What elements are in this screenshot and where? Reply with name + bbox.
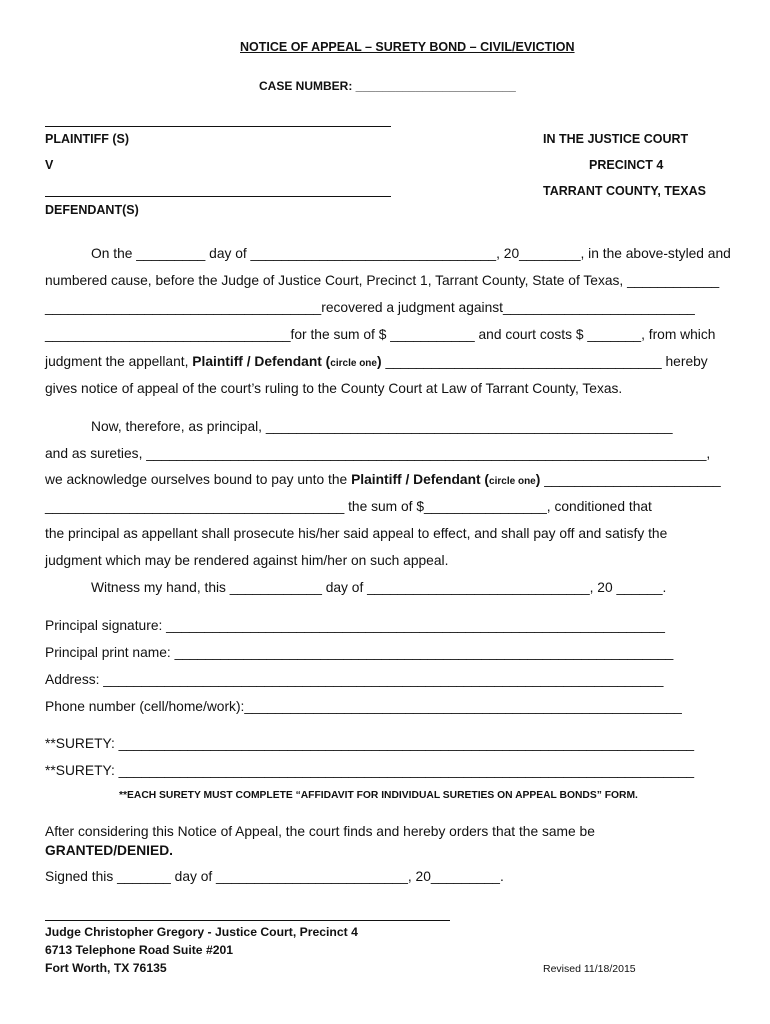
order-line1: After considering this Notice of Appeal, the court finds and hereby orders that the same be bbox=[45, 824, 595, 839]
party-choice-2-close: ) bbox=[535, 472, 541, 487]
surety2-field[interactable]: **SURETY: ___________________________________________________________________________ bbox=[45, 763, 695, 778]
defendant-line[interactable] bbox=[45, 196, 391, 197]
para1-line1: On the _________ day of ________________________________, 20________, in the above-styled and bbox=[91, 246, 731, 261]
principal-signature-field[interactable]: Principal signature: _________________________________________________________________ bbox=[45, 618, 665, 633]
circle-one-note-2: circle one bbox=[489, 476, 536, 487]
appellant-blank[interactable]: ____________________________________ hereby bbox=[385, 354, 708, 369]
judge-signature-line[interactable] bbox=[45, 920, 450, 921]
para2-line5: the principal as appellant shall prosecute his/her said appeal to effect, and shall pay off and satisfy the bbox=[45, 526, 668, 541]
payee-blank[interactable]: _______________________ bbox=[544, 472, 721, 487]
party-choice-close: ) bbox=[376, 354, 382, 369]
party-choice-2[interactable] bbox=[351, 472, 540, 487]
bound-text: we acknowledge ourselves bound to pay unto the bbox=[45, 472, 348, 487]
revised-date: Revised 11/18/2015 bbox=[543, 963, 636, 975]
para2-line2: and as sureties, _________________________________________________________________________, bbox=[45, 446, 711, 461]
surety1-field[interactable]: **SURETY: ___________________________________________________________________________ bbox=[45, 736, 695, 751]
versus-label: V bbox=[45, 158, 54, 172]
witness-line: Witness my hand, this ____________ day of _____________________________, 20 ______. bbox=[91, 580, 667, 595]
plaintiff-label: PLAINTIFF (S) bbox=[45, 132, 130, 146]
para2-line6: judgment which may be rendered against him/her on such appeal. bbox=[45, 553, 449, 568]
signed-line[interactable]: Signed this _______ day of _________________________, 20_________. bbox=[45, 869, 504, 884]
phone-field[interactable]: Phone number (cell/home/work):_________________________________________________________ bbox=[45, 699, 682, 714]
form-title: NOTICE OF APPEAL – SURETY BOND – CIVIL/EVICTION bbox=[240, 40, 575, 54]
para2-line3 bbox=[45, 472, 721, 487]
surety-note: **EACH SURETY MUST COMPLETE “AFFIDAVIT FOR INDIVIDUAL SURETIES ON APPEAL BONDS” FORM. bbox=[119, 790, 638, 801]
para1-line5 bbox=[45, 354, 708, 369]
judge-address1: 6713 Telephone Road Suite #201 bbox=[45, 943, 234, 957]
precinct-label: PRECINCT 4 bbox=[589, 158, 664, 172]
para1-line4: ________________________________for the sum of $ ___________ and court costs $ _______, from which bbox=[45, 327, 716, 342]
appellant-text: judgment the appellant, bbox=[45, 354, 189, 369]
circle-one-note: circle one bbox=[330, 358, 377, 369]
party-choice-2-label: Plaintiff / Defendant ( bbox=[351, 472, 490, 487]
party-choice-label: Plaintiff / Defendant ( bbox=[192, 354, 331, 369]
para1-line2: numbered cause, before the Judge of Justice Court, Precinct 1, Tarrant County, State of Texas, ____________ bbox=[45, 273, 720, 288]
plaintiff-line[interactable] bbox=[45, 126, 391, 127]
principal-print-field[interactable]: Principal print name: _________________________________________________________________ bbox=[45, 645, 674, 660]
address-field[interactable]: Address: _________________________________________________________________________ bbox=[45, 672, 664, 687]
case-number-line[interactable]: CASE NUMBER: ________________________ bbox=[259, 79, 516, 93]
para1-line6: gives notice of appeal of the court’s ruling to the County Court at Law of Tarrant County, Texas. bbox=[45, 381, 623, 396]
court-label: IN THE JUSTICE COURT bbox=[543, 132, 689, 146]
county-label: TARRANT COUNTY, TEXAS bbox=[543, 184, 706, 198]
para2-line4: _______________________________________ the sum of $________________, conditioned that bbox=[45, 499, 652, 514]
judge-address2: Fort Worth, TX 76135 bbox=[45, 961, 167, 975]
order-decision: GRANTED/DENIED. bbox=[45, 843, 174, 858]
para1-line3: ____________________________________recovered a judgment against_________________________ bbox=[45, 300, 695, 315]
judge-name: Judge Christopher Gregory - Justice Court, Precinct 4 bbox=[45, 925, 358, 939]
defendant-label: DEFENDANT(S) bbox=[45, 203, 139, 217]
para2-line1: Now, therefore, as principal, _____________________________________________________ bbox=[91, 419, 673, 434]
party-choice[interactable] bbox=[192, 354, 381, 369]
